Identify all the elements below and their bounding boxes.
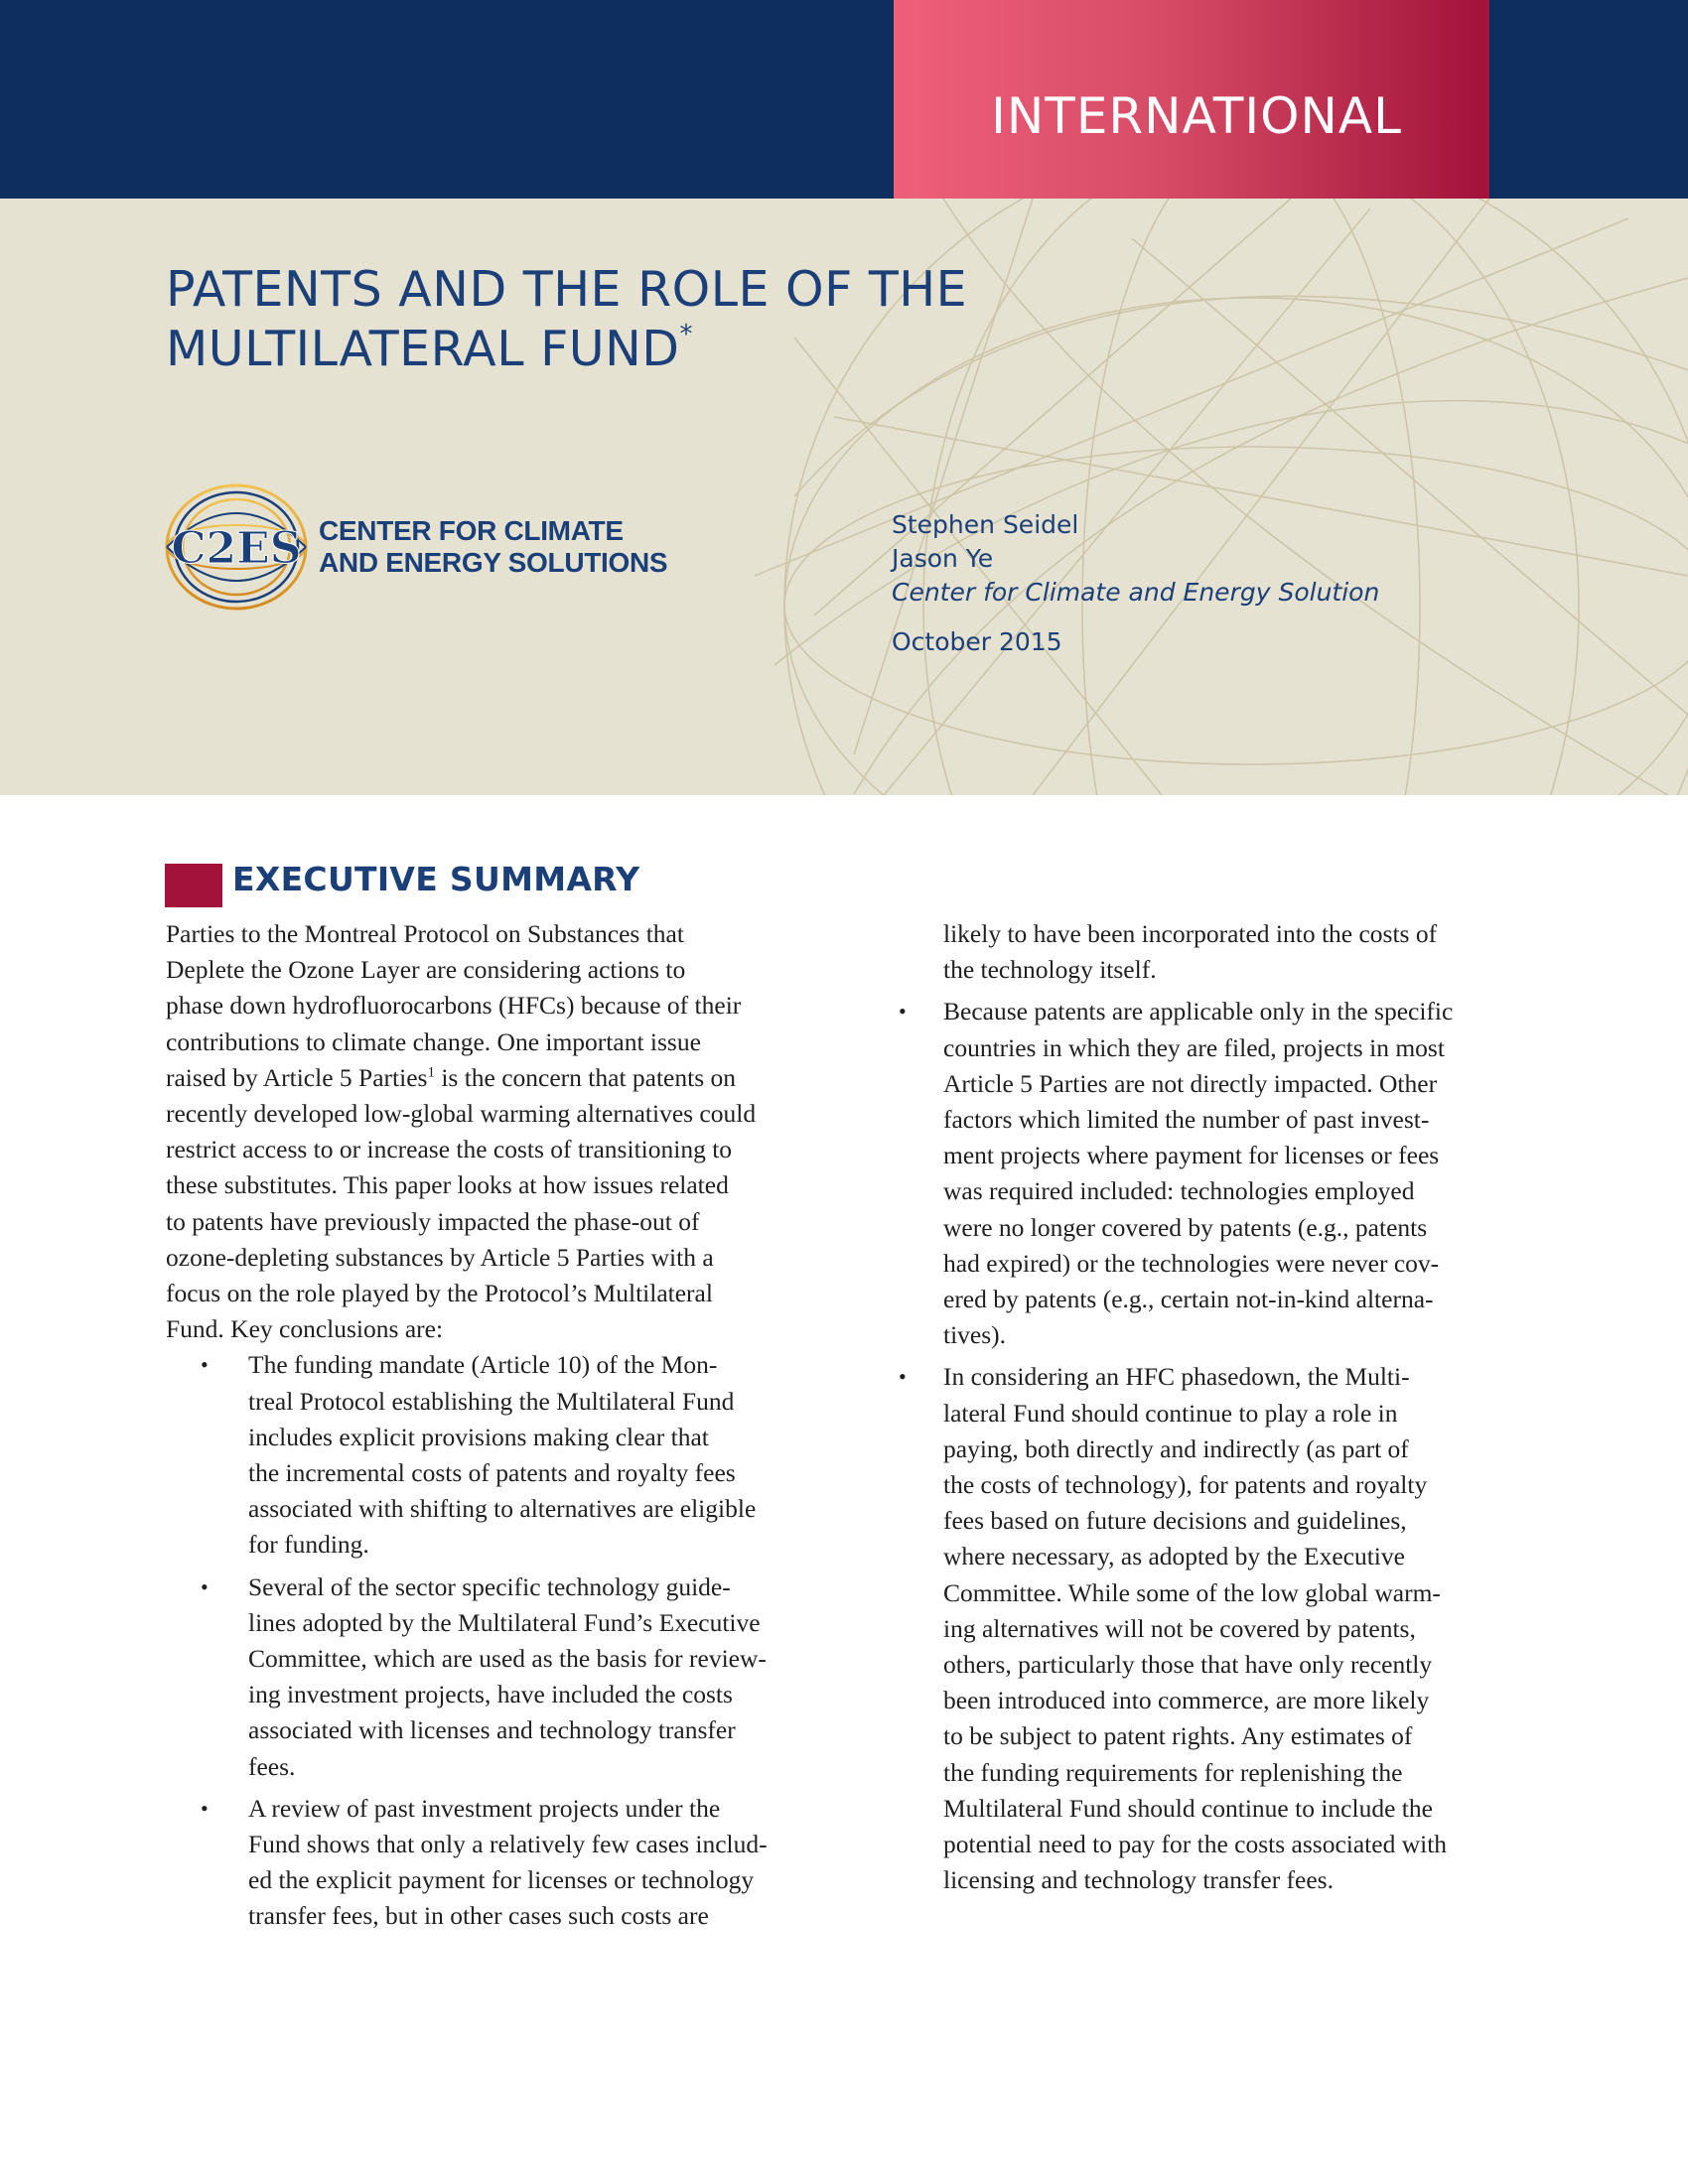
text-line: where necessary, as adopted by the Executive <box>943 1542 1405 1571</box>
conclusions-list-right <box>899 994 1536 1898</box>
text-line: countries in which they are filed, projects in most <box>943 1032 1445 1062</box>
text-line: was required included: technologies employed <box>943 1176 1415 1206</box>
text-line: been introduced into commerce, are more likely <box>943 1686 1430 1715</box>
text-line: were no longer covered by patents (e.g., patents <box>943 1212 1428 1242</box>
text-line: ed the explicit payment for licenses or technology <box>248 1865 755 1895</box>
text-line: factors which limited the number of past invest- <box>943 1105 1430 1135</box>
byline <box>892 508 1379 659</box>
author-1: Stephen Seidel <box>892 510 1079 539</box>
text-line: others, particularly those that have only recently <box>943 1650 1433 1680</box>
text-line: tives). <box>943 1320 1007 1350</box>
text-line: Article 5 Parties are not directly impacted. Other <box>943 1068 1438 1098</box>
text-line: likely to have been incorporated into the costs of <box>943 919 1438 948</box>
page-title <box>166 260 967 379</box>
text-line: phase down hydrofluorocarbons (HFCs) because of their <box>166 991 742 1021</box>
bullet-icon: • <box>899 999 907 1024</box>
text-line: Fund. Key conclusions are: <box>166 1314 444 1344</box>
text-line: Committee, which are used as the basis for review- <box>248 1644 767 1674</box>
text-line: Deplete the Ozone Layer are considering actions to <box>166 955 686 985</box>
text-line: to patents have previously impacted the phase-out of <box>166 1206 700 1236</box>
conclusion-item <box>166 1791 831 1935</box>
text-line: licensing and technology transfer fees. <box>943 1865 1334 1895</box>
text-line: Because patents are applicable only in the specific <box>943 997 1454 1026</box>
text-line: Fund shows that only a relatively few cases includ- <box>248 1830 768 1859</box>
publication-date: October 2015 <box>892 627 1062 656</box>
c2es-logo-mark <box>162 479 311 614</box>
text-line: associated with shifting to alternatives are eligible <box>248 1494 757 1524</box>
column-left <box>166 916 831 1935</box>
text-line: associated with licenses and technology transfer <box>248 1715 736 1745</box>
author-2: Jason Ye <box>892 544 994 573</box>
text-line: The funding mandate (Article 10) of the Mon- <box>248 1350 718 1380</box>
text-line: ing investment projects, have included the costs <box>248 1680 733 1709</box>
text-line: paying, both directly and indirectly (as part of <box>943 1433 1409 1463</box>
bullet-icon: • <box>201 1352 209 1378</box>
text-line: lateral Fund should continue to play a role in <box>943 1398 1398 1428</box>
section-label: INTERNATIONAL <box>991 87 1402 145</box>
text-line: ered by patents (e.g., certain not-in-kind alterna- <box>943 1285 1434 1314</box>
conclusion-item <box>166 1570 831 1785</box>
title-footnote-mark: * <box>679 319 693 349</box>
footnote-reference: 1 <box>427 1064 435 1081</box>
logo-mark-text: C2ES <box>171 523 302 574</box>
conclusion-item <box>166 1347 831 1563</box>
title-line-2-text: MULTILATERAL FUND <box>166 321 680 377</box>
text-line: the technology itself. <box>943 955 1157 985</box>
text-line: ment projects where payment for licenses or fees <box>943 1141 1440 1170</box>
bullet-icon: • <box>201 1795 209 1821</box>
text-line: ozone-depleting substances by Article 5 Parties with a <box>166 1242 714 1272</box>
text-line: fees based on future decisions and guidelines, <box>943 1506 1407 1536</box>
text-fragment: raised by Article 5 Parties <box>166 1062 428 1092</box>
logo-wordmark <box>319 515 667 579</box>
text-line: transfer fees, but in other cases such costs are <box>248 1901 709 1931</box>
conclusion-item <box>899 994 1536 1353</box>
text-line <box>166 1060 831 1096</box>
conclusion-item <box>899 1359 1536 1898</box>
text-line: treal Protocol establishing the Multilateral Fund <box>248 1386 735 1416</box>
text-line: for funding. <box>248 1530 369 1560</box>
c2es-logo <box>162 479 678 614</box>
text-line: to be subject to patent rights. Any estimates of <box>943 1721 1413 1751</box>
conclusions-list-left <box>166 1347 831 1934</box>
text-line: In considering an HFC phasedown, the Multi- <box>943 1362 1410 1392</box>
text-line: focus on the role played by the Protocol’s Multilateral <box>166 1279 713 1308</box>
text-line: fees. <box>248 1751 296 1781</box>
text-line: Several of the sector specific technology guide- <box>248 1571 731 1601</box>
text-line: these substitutes. This paper looks at how issues related <box>166 1170 729 1200</box>
section-heading: EXECUTIVE SUMMARY <box>232 860 640 898</box>
bullet-icon: • <box>201 1573 209 1599</box>
intro-paragraph <box>166 916 831 1347</box>
text-line: includes explicit provisions making clear that <box>248 1422 709 1451</box>
text-line: lines adopted by the Multilateral Fund’s Executive <box>248 1607 761 1637</box>
logo-name-line-1: CENTER FOR CLIMATE <box>319 515 624 546</box>
text-line: Multilateral Fund should continue to include the <box>943 1793 1433 1823</box>
text-line: restrict access to or increase the costs of transitioning to <box>166 1135 733 1164</box>
title-line-1: PATENTS AND THE ROLE OF THE <box>166 261 968 318</box>
text-fragment: is the concern that patents on <box>434 1062 737 1092</box>
section-marker <box>165 864 222 907</box>
text-line: A review of past investment projects under the <box>248 1793 721 1823</box>
column-right <box>899 916 1536 1898</box>
bullet-icon: • <box>899 1364 907 1390</box>
text-line: potential need to pay for the costs associated with <box>943 1830 1448 1859</box>
text-line: the funding requirements for replenishing the <box>943 1757 1403 1787</box>
logo-name-line-2: AND ENERGY SOLUTIONS <box>319 547 668 578</box>
text-line: Parties to the Montreal Protocol on Substances that <box>166 919 684 948</box>
text-line: the incremental costs of patents and royalty fees <box>248 1458 736 1488</box>
section-tab <box>894 0 1489 199</box>
title-line-2 <box>166 320 967 379</box>
conclusion-continuation <box>911 916 1536 988</box>
text-line: contributions to climate change. One important issue <box>166 1026 701 1056</box>
text-line: the costs of technology), for patents and royalty <box>943 1470 1428 1500</box>
text-line: ing alternatives will not be covered by patents, <box>943 1613 1416 1643</box>
text-line: Committee. While some of the low global warm- <box>943 1577 1441 1607</box>
text-line: recently developed low-global warming alternatives could <box>166 1099 757 1129</box>
text-line: had expired) or the technologies were never cov- <box>943 1248 1440 1278</box>
author-organization: Center for Climate and Energy Solution <box>892 578 1380 607</box>
